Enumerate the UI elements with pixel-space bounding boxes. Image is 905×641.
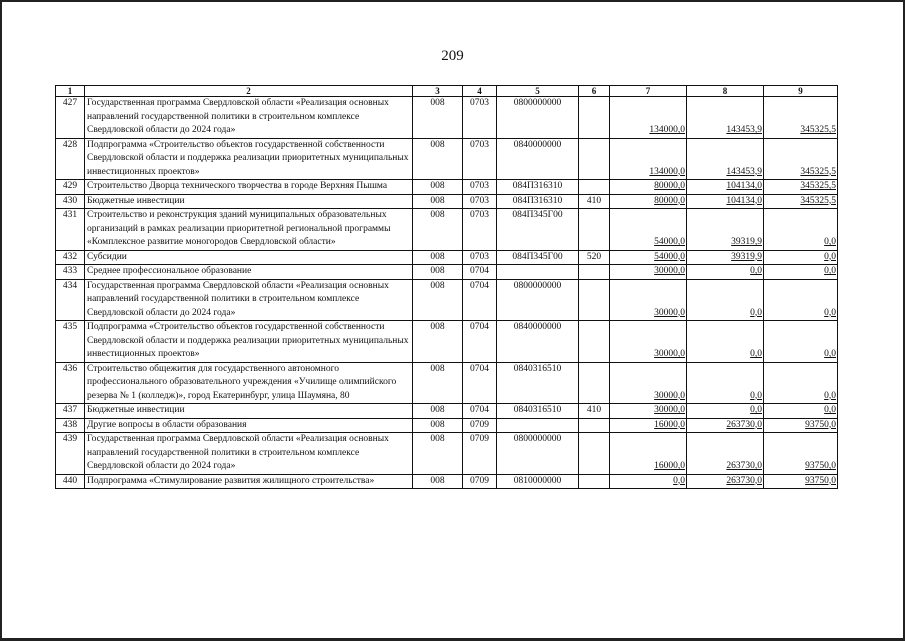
table-row (56, 97, 838, 139)
amount-col-7: 30000,0 (610, 362, 687, 404)
row-number: 431 (56, 209, 85, 251)
amount-col-9: 0,0 (764, 265, 838, 280)
amount-col-9: 345325,5 (764, 194, 838, 209)
row-title: Другие вопросы в области образования (85, 418, 413, 433)
amount-col-7: 134000,0 (610, 97, 687, 139)
amount-col-8: 143453,9 (687, 138, 764, 180)
table-row (56, 362, 838, 404)
target-article-code: 0840316510 (497, 404, 579, 419)
amount-col-8: 0,0 (687, 362, 764, 404)
ministry-code: 008 (413, 321, 463, 363)
ministry-code: 008 (413, 250, 463, 265)
ministry-code: 008 (413, 404, 463, 419)
row-number: 427 (56, 97, 85, 139)
ministry-code: 008 (413, 474, 463, 489)
table-row (56, 279, 838, 321)
row-number: 435 (56, 321, 85, 363)
expense-type-code (579, 97, 610, 139)
header-row (56, 86, 838, 97)
amount-col-8: 0,0 (687, 279, 764, 321)
row-number: 434 (56, 279, 85, 321)
row-title: Подпрограмма «Стимулирование развития жилищного строительства» (85, 474, 413, 489)
ministry-code: 008 (413, 362, 463, 404)
target-article-code: 084П345Г00 (497, 250, 579, 265)
expense-type-code (579, 474, 610, 489)
row-title: Подпрограмма «Строительство объектов государственной собственности Свердловской области и поддержка реализации приоритетных муниципальных инвестиционных проектов» (85, 321, 413, 363)
amount-col-9: 93750,0 (764, 418, 838, 433)
amount-col-9: 345325,5 (764, 138, 838, 180)
section-code: 0704 (463, 404, 497, 419)
target-article-code: 0840000000 (497, 138, 579, 180)
amount-col-7: 54000,0 (610, 250, 687, 265)
table-row (56, 180, 838, 195)
target-article-code: 0810000000 (497, 474, 579, 489)
section-code: 0703 (463, 194, 497, 209)
ministry-code: 008 (413, 418, 463, 433)
column-header: 1 (56, 86, 85, 97)
target-article-code: 084П345Г00 (497, 209, 579, 251)
ministry-code: 008 (413, 180, 463, 195)
amount-col-8: 0,0 (687, 404, 764, 419)
row-title: Государственная программа Свердловской области «Реализация основных направлений государственной политики в строительном комплексе Свердловской области до 2024 года» (85, 433, 413, 475)
row-title: Государственная программа Свердловской области «Реализация основных направлений государственной политики в строительном комплексе Свердловской области до 2024 года» (85, 279, 413, 321)
amount-col-7: 134000,0 (610, 138, 687, 180)
expense-type-code (579, 265, 610, 280)
column-header: 5 (497, 86, 579, 97)
ministry-code: 008 (413, 194, 463, 209)
amount-col-7: 80000,0 (610, 180, 687, 195)
row-number: 437 (56, 404, 85, 419)
expense-type-code (579, 279, 610, 321)
expense-type-code: 410 (579, 404, 610, 419)
column-header: 4 (463, 86, 497, 97)
amount-col-8: 263730,0 (687, 433, 764, 475)
amount-col-8: 263730,0 (687, 474, 764, 489)
ministry-code: 008 (413, 265, 463, 280)
column-header: 6 (579, 86, 610, 97)
expense-type-code: 520 (579, 250, 610, 265)
table-row (56, 474, 838, 489)
section-code: 0704 (463, 321, 497, 363)
expense-type-code: 410 (579, 194, 610, 209)
row-title: Подпрограмма «Строительство объектов государственной собственности Свердловской области и поддержка реализации приоритетных муниципальных инвестиционных проектов» (85, 138, 413, 180)
target-article-code: 084П316310 (497, 180, 579, 195)
table-row (56, 209, 838, 251)
amount-col-9: 0,0 (764, 250, 838, 265)
amount-col-9: 0,0 (764, 321, 838, 363)
amount-col-9: 345325,5 (764, 97, 838, 139)
ministry-code: 008 (413, 209, 463, 251)
amount-col-9: 0,0 (764, 279, 838, 321)
table-row (56, 404, 838, 419)
amount-col-9: 0,0 (764, 362, 838, 404)
section-code: 0703 (463, 250, 497, 265)
amount-col-8: 0,0 (687, 265, 764, 280)
amount-col-9: 345325,5 (764, 180, 838, 195)
amount-col-8: 39319,9 (687, 250, 764, 265)
table-row (56, 321, 838, 363)
section-code: 0704 (463, 265, 497, 280)
budget-table (55, 85, 838, 489)
ministry-code: 008 (413, 97, 463, 139)
target-article-code: 0800000000 (497, 97, 579, 139)
amount-col-7: 0,0 (610, 474, 687, 489)
section-code: 0709 (463, 433, 497, 475)
amount-col-8: 104134,0 (687, 194, 764, 209)
amount-col-7: 16000,0 (610, 433, 687, 475)
row-number: 436 (56, 362, 85, 404)
table-row (56, 433, 838, 475)
section-code: 0704 (463, 279, 497, 321)
table-row (56, 418, 838, 433)
amount-col-7: 80000,0 (610, 194, 687, 209)
section-code: 0703 (463, 138, 497, 180)
expense-type-code (579, 362, 610, 404)
target-article-code: 0840316510 (497, 362, 579, 404)
expense-type-code (579, 433, 610, 475)
row-number: 432 (56, 250, 85, 265)
target-article-code: 0800000000 (497, 433, 579, 475)
section-code: 0703 (463, 97, 497, 139)
expense-type-code (579, 418, 610, 433)
row-title: Строительство общежития для государственного автономного профессионального образовательного учреждения «Училище олимпийского резерва № 1 (колледж)», город Екатеринбург, улица Шаумяна, 80 (85, 362, 413, 404)
expense-type-code (579, 138, 610, 180)
row-title: Субсидии (85, 250, 413, 265)
column-header: 8 (687, 86, 764, 97)
page-number: 209 (441, 48, 464, 64)
row-title: Бюджетные инвестиции (85, 194, 413, 209)
row-number: 440 (56, 474, 85, 489)
row-title: Строительство Дворца технического творчества в городе Верхняя Пышма (85, 180, 413, 195)
row-title: Бюджетные инвестиции (85, 404, 413, 419)
table-row (56, 265, 838, 280)
ministry-code: 008 (413, 279, 463, 321)
section-code: 0704 (463, 362, 497, 404)
target-article-code: 0840000000 (497, 321, 579, 363)
row-title: Государственная программа Свердловской области «Реализация основных направлений государственной политики в строительном комплексе Свердловской области до 2024 года» (85, 97, 413, 139)
amount-col-8: 143453,9 (687, 97, 764, 139)
amount-col-7: 30000,0 (610, 265, 687, 280)
row-number: 439 (56, 433, 85, 475)
amount-col-8: 39319,9 (687, 209, 764, 251)
expense-type-code (579, 180, 610, 195)
amount-col-8: 263730,0 (687, 418, 764, 433)
ministry-code: 008 (413, 433, 463, 475)
amount-col-7: 30000,0 (610, 279, 687, 321)
table-row (56, 250, 838, 265)
target-article-code: 0800000000 (497, 279, 579, 321)
section-code: 0703 (463, 209, 497, 251)
row-number: 438 (56, 418, 85, 433)
table-row (56, 138, 838, 180)
amount-col-7: 16000,0 (610, 418, 687, 433)
section-code: 0709 (463, 418, 497, 433)
amount-col-9: 93750,0 (764, 474, 838, 489)
row-number: 430 (56, 194, 85, 209)
column-header: 7 (610, 86, 687, 97)
amount-col-9: 93750,0 (764, 433, 838, 475)
section-code: 0709 (463, 474, 497, 489)
amount-col-7: 54000,0 (610, 209, 687, 251)
row-title: Строительство и реконструкция зданий муниципальных образовательных организаций в рамках реализации приоритетной региональной программы «Комплексное развитие моногородов Свердловской области» (85, 209, 413, 251)
amount-col-7: 30000,0 (610, 321, 687, 363)
row-title: Среднее профессиональное образование (85, 265, 413, 280)
amount-col-8: 0,0 (687, 321, 764, 363)
amount-col-8: 104134,0 (687, 180, 764, 195)
column-header: 9 (764, 86, 838, 97)
ministry-code: 008 (413, 138, 463, 180)
amount-col-9: 0,0 (764, 209, 838, 251)
table-row (56, 194, 838, 209)
row-number: 433 (56, 265, 85, 280)
target-article-code (497, 418, 579, 433)
row-number: 429 (56, 180, 85, 195)
target-article-code (497, 265, 579, 280)
amount-col-7: 30000,0 (610, 404, 687, 419)
expense-type-code (579, 321, 610, 363)
section-code: 0703 (463, 180, 497, 195)
expense-type-code (579, 209, 610, 251)
column-header: 2 (85, 86, 413, 97)
column-header: 3 (413, 86, 463, 97)
row-number: 428 (56, 138, 85, 180)
amount-col-9: 0,0 (764, 404, 838, 419)
target-article-code: 084П316310 (497, 194, 579, 209)
